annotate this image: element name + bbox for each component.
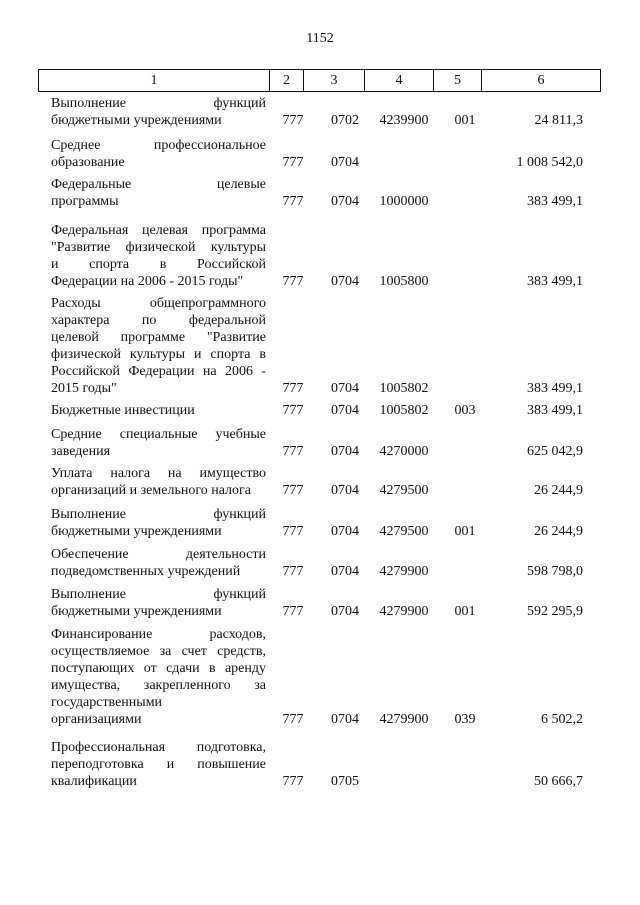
cell-col5: 039 <box>454 712 476 727</box>
cell-col6: 1 008 542,0 <box>516 155 583 170</box>
description-line: Расходы общепрограммного <box>51 296 266 311</box>
cell-col6: 50 666,7 <box>534 774 583 789</box>
cell-col2: 777 <box>282 483 304 498</box>
column-header-3: 3 <box>303 70 364 91</box>
row-description <box>51 586 266 620</box>
description-line: Среднее профессиональное <box>51 138 266 153</box>
cell-col6: 383 499,1 <box>527 381 583 396</box>
row-description <box>51 626 266 728</box>
cell-col2: 777 <box>282 403 304 418</box>
cell-col3: 0704 <box>331 381 359 396</box>
description-line: организаций и земельного налога <box>51 483 251 498</box>
row-description <box>51 506 266 540</box>
cell-col5: 001 <box>454 604 476 619</box>
cell-col2: 777 <box>282 444 304 459</box>
row-description <box>51 295 266 397</box>
cell-col4: 4279900 <box>379 712 429 727</box>
cell-col4: 1000000 <box>379 194 429 209</box>
row-description <box>51 465 266 499</box>
cell-col2: 777 <box>282 604 304 619</box>
cell-col4: 4279500 <box>379 483 429 498</box>
description-line: поступающих от сдачи в аренду <box>51 661 266 676</box>
description-line: Федеральная целевая программа <box>51 223 266 238</box>
cell-col3: 0705 <box>331 774 359 789</box>
cell-col2: 777 <box>282 155 304 170</box>
cell-col4: 4279500 <box>379 524 429 539</box>
description-line: бюджетными учреждениями <box>51 524 222 539</box>
description-line: Профессиональная подготовка, <box>51 740 266 755</box>
cell-col3: 0704 <box>331 483 359 498</box>
cell-col5: 001 <box>454 113 476 128</box>
cell-col3: 0704 <box>331 524 359 539</box>
row-description <box>51 402 266 419</box>
cell-col5: 003 <box>454 403 476 418</box>
cell-col4: 4270000 <box>379 444 429 459</box>
cell-col6: 592 295,9 <box>527 604 583 619</box>
cell-col6: 598 798,0 <box>527 564 583 579</box>
column-header-1: 1 <box>38 70 269 91</box>
cell-col6: 383 499,1 <box>527 403 583 418</box>
cell-col6: 625 042,9 <box>527 444 583 459</box>
cell-col3: 0704 <box>331 155 359 170</box>
description-line: организациями <box>51 712 142 727</box>
cell-col6: 383 499,1 <box>527 274 583 289</box>
description-line: программы <box>51 194 119 209</box>
cell-col2: 777 <box>282 774 304 789</box>
cell-col3: 0704 <box>331 403 359 418</box>
cell-col3: 0702 <box>331 113 359 128</box>
column-header-2: 2 <box>269 70 303 91</box>
row-description <box>51 426 266 460</box>
row-description <box>51 739 266 790</box>
description-line: Обеспечение деятельности <box>51 547 266 562</box>
description-line: Выполнение функций <box>51 96 266 111</box>
cell-col3: 0704 <box>331 564 359 579</box>
cell-col2: 777 <box>282 381 304 396</box>
cell-col6: 26 244,9 <box>534 483 583 498</box>
cell-col2: 777 <box>282 113 304 128</box>
row-description <box>51 95 266 129</box>
cell-col2: 777 <box>282 564 304 579</box>
description-line: "Развитие физической культуры <box>51 240 266 255</box>
description-line: Выполнение функций <box>51 507 266 522</box>
description-line: Выполнение функций <box>51 587 266 602</box>
description-line: характера по федеральной <box>51 313 266 328</box>
description-line: переподготовка и повышение <box>51 757 266 772</box>
row-description <box>51 137 266 171</box>
description-line: Бюджетные инвестиции <box>51 403 195 418</box>
description-line: целевой программе "Развитие <box>51 330 266 345</box>
description-line: заведения <box>51 444 111 459</box>
cell-col2: 777 <box>282 194 304 209</box>
cell-col3: 0704 <box>331 274 359 289</box>
description-line: осуществляемое за счет средств, <box>51 644 266 659</box>
description-line: квалификации <box>51 774 137 789</box>
description-line: Финансирование расходов, <box>51 627 266 642</box>
row-description <box>51 546 266 580</box>
cell-col4: 4239900 <box>379 113 429 128</box>
description-line: Федеральные целевые <box>51 177 266 192</box>
description-line: имущества, закрепленного за <box>51 678 266 693</box>
cell-col6: 6 502,2 <box>541 712 583 727</box>
cell-col4: 4279900 <box>379 564 429 579</box>
cell-col3: 0704 <box>331 604 359 619</box>
description-line: бюджетными учреждениями <box>51 604 222 619</box>
cell-col6: 24 811,3 <box>534 113 583 128</box>
description-line: бюджетными учреждениями <box>51 113 222 128</box>
description-line: 2015 годы" <box>51 381 117 396</box>
column-header-5: 5 <box>433 70 481 91</box>
cell-col4: 4279900 <box>379 604 429 619</box>
page-number: 1152 <box>306 31 334 46</box>
description-line: Уплата налога на имущество <box>51 466 266 481</box>
cell-col4: 1005802 <box>379 381 429 396</box>
row-description <box>51 222 266 290</box>
description-line: Федерации на 2006 - 2015 годы" <box>51 274 244 289</box>
description-line: государственными <box>51 695 163 710</box>
cell-col3: 0704 <box>331 712 359 727</box>
description-line: Средние специальные учебные <box>51 427 266 442</box>
cell-col2: 777 <box>282 274 304 289</box>
cell-col4: 1005800 <box>379 274 429 289</box>
description-line: физической культуры и спорта в <box>51 347 266 362</box>
table-header <box>38 69 601 92</box>
description-line: образование <box>51 155 125 170</box>
description-line: и спорта в Российской <box>51 257 266 272</box>
cell-col3: 0704 <box>331 194 359 209</box>
description-line: Российской Федерации на 2006 - <box>51 364 266 379</box>
cell-col6: 383 499,1 <box>527 194 583 209</box>
cell-col2: 777 <box>282 712 304 727</box>
row-description <box>51 176 266 210</box>
column-header-4: 4 <box>364 70 433 91</box>
cell-col2: 777 <box>282 524 304 539</box>
cell-col4: 1005802 <box>379 403 429 418</box>
cell-col5: 001 <box>454 524 476 539</box>
cell-col6: 26 244,9 <box>534 524 583 539</box>
column-header-6: 6 <box>481 70 601 91</box>
cell-col3: 0704 <box>331 444 359 459</box>
description-line: подведомственных учреждений <box>51 564 241 579</box>
